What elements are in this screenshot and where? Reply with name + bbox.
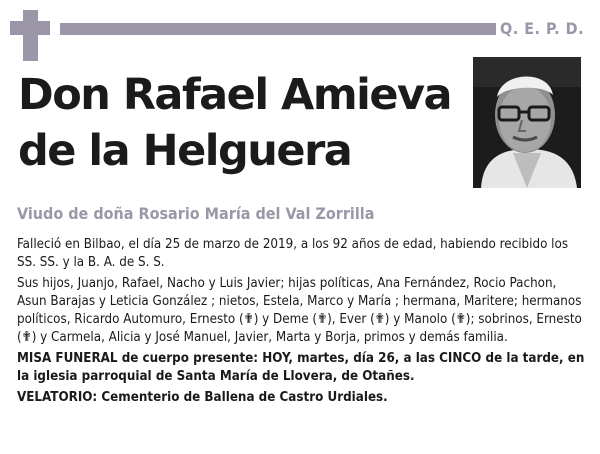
portrait-image	[473, 57, 581, 188]
wake-notice: VELATORIO: Cementerio de Ballena de Castro Urdiales.	[17, 390, 388, 405]
name-line-2: de la Helguera	[18, 126, 352, 176]
obituary-body	[17, 236, 585, 410]
header-rule	[60, 23, 496, 35]
portrait-photo	[473, 57, 581, 188]
name-line-1: Don Rafael Amieva	[18, 70, 452, 120]
deceased-name	[18, 67, 458, 179]
cross-icon-bar	[10, 21, 50, 35]
family-list: Sus hijos, Juanjo, Rafael, Nacho y Luis Javier; hijas políticas, Ana Fernández, Rocio Pachon, Asun Barajas y Leticia González ; nietos, Estela, Marco y María ; hermana, Maritere; hermanos políticos, Ricardo Automuro, Ernesto (✟) y Deme (✟), Ever (✟) y Manolo (✟); sobrinos, Ernesto (✟) y Carmela, Alicia y José Manuel, Javier, Marta y Borja, primos y demás familia.	[17, 276, 582, 345]
widow-of: Viudo de doña Rosario María del Val Zorrilla	[17, 204, 375, 223]
death-notice: Falleció en Bilbao, el día 25 de marzo de 2019, a los 92 años de edad, habiendo recibido los SS. SS. y la B. A. de S. S.	[17, 237, 569, 270]
cross-icon	[23, 10, 38, 61]
qepd-label: Q. E. P. D.	[500, 19, 585, 38]
funeral-notice: MISA FUNERAL de cuerpo presente: HOY, martes, día 26, a las CINCO de la tarde, en la iglesia parroquial de Santa María de Llovera, de Otañes.	[17, 351, 585, 384]
